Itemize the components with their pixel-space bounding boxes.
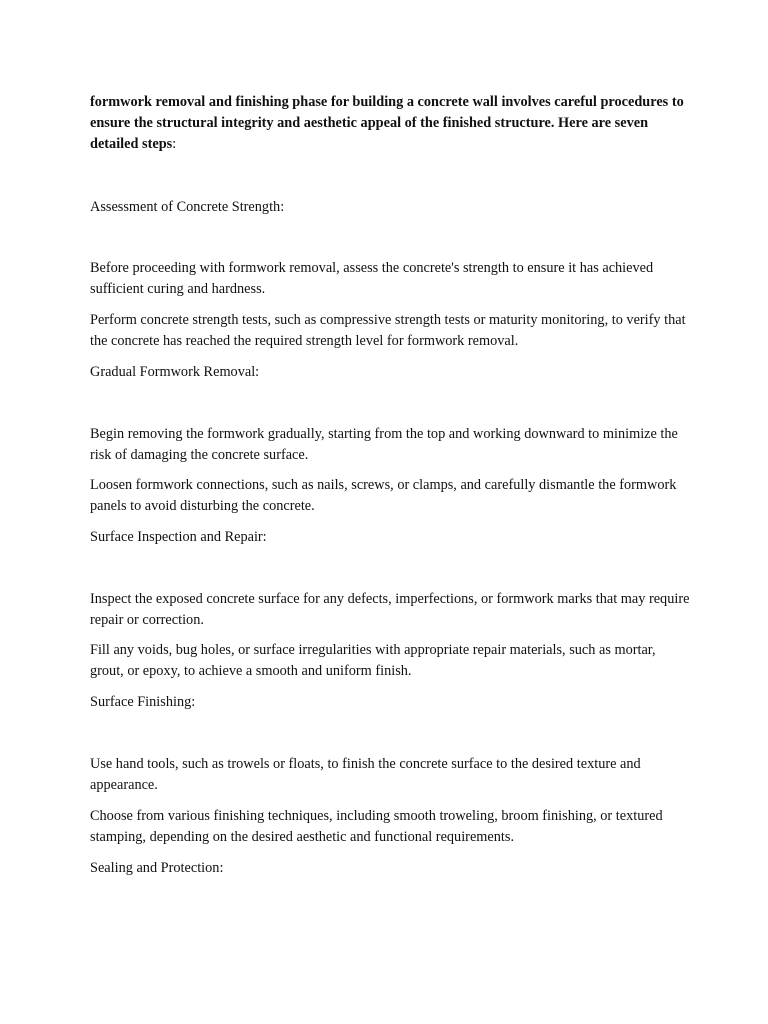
section-heading-sealing: Sealing and Protection: xyxy=(90,860,224,876)
intro-paragraph xyxy=(90,92,690,155)
section-paragraph: Use hand tools, such as trowels or floats, to finish the concrete surface to the desired texture and appearance. xyxy=(90,756,641,793)
section-paragraph: Choose from various finishing techniques, including smooth troweling, broom finishing, or textured stamping, depending on the desired aesthetic and functional requirements. xyxy=(90,808,663,845)
section-heading-assessment: Assessment of Concrete Strength: xyxy=(90,199,285,215)
section-heading-surface-finishing: Surface Finishing: xyxy=(90,694,196,710)
intro-bold-text: formwork removal and finishing phase for building a concrete wall involves careful procedures to ensure the structural integrity and aesthetic appeal of the finished structure. Here are seven detailed steps xyxy=(90,94,684,152)
section-heading-surface-inspection: Surface Inspection and Repair: xyxy=(90,529,267,545)
section-paragraph: Inspect the exposed concrete surface for any defects, imperfections, or formwork marks that may require repair or correction. xyxy=(90,591,690,628)
section-paragraph: Begin removing the formwork gradually, starting from the top and working downward to minimize the risk of damaging the concrete surface. xyxy=(90,426,678,463)
section-paragraph: Loosen formwork connections, such as nails, screws, or clamps, and carefully dismantle the formwork panels to avoid disturbing the concrete. xyxy=(90,477,677,514)
section-heading-formwork-removal: Gradual Formwork Removal: xyxy=(90,364,260,380)
section-paragraph: Before proceeding with formwork removal, assess the concrete's strength to ensure it has achieved sufficient curing and hardness. xyxy=(90,260,654,297)
section-paragraph: Fill any voids, bug holes, or surface irregularities with appropriate repair materials, such as mortar, grout, or epoxy, to achieve a smooth and uniform finish. xyxy=(90,642,656,679)
intro-tail: : xyxy=(172,136,177,152)
section-paragraph: Perform concrete strength tests, such as compressive strength tests or maturity monitoring, to verify that the concrete has reached the required strength level for formwork removal. xyxy=(90,312,686,349)
